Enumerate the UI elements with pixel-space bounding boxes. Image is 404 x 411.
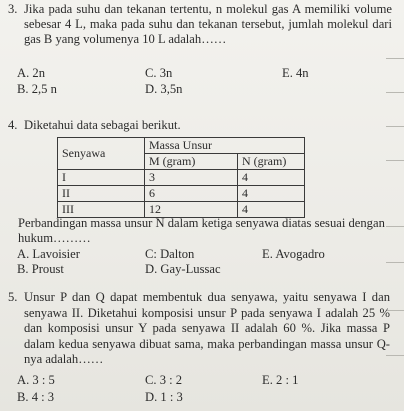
option-d[interactable]: D. 1 : 3 — [145, 390, 183, 404]
table-cell-n: 4 — [238, 170, 305, 186]
option-e[interactable]: E. Avogadro — [262, 247, 325, 261]
question-number: 3. — [8, 2, 18, 16]
header-n: N (gram) — [238, 154, 305, 170]
option-e[interactable]: E. 4n — [282, 66, 309, 80]
option-d[interactable]: D. 3,5n — [145, 82, 183, 96]
question-number: 5. — [8, 290, 18, 304]
option-a[interactable]: A. 3 : 5 — [17, 373, 55, 387]
option-b[interactable]: B. 4 : 3 — [17, 390, 55, 404]
edge-line — [386, 262, 404, 263]
option-b[interactable]: B. 2,5 n — [17, 82, 57, 96]
table-row-name: III — [58, 202, 145, 218]
table-cell-m: 6 — [145, 186, 238, 202]
header-compound: Senyawa — [58, 138, 145, 170]
table-row-name: I — [58, 170, 145, 186]
table-cell-n: 4 — [238, 202, 305, 218]
edge-line — [386, 160, 404, 161]
question-3 — [8, 2, 392, 48]
option-c[interactable]: C: Dalton — [145, 247, 195, 261]
option-a[interactable]: A. 2n — [17, 66, 45, 80]
table-row-name: II — [58, 186, 145, 202]
question-number: 4. — [8, 118, 18, 132]
option-a[interactable]: A. Lavoisier — [17, 247, 80, 261]
header-mass: Massa Unsur — [145, 138, 305, 154]
question-intro: Diketahui data sebagai berikut. — [24, 118, 181, 132]
question-text: Unsur P dan Q dapat membentuk dua senyawa, yaitu senyawa I dan senyawa II. Diketahui komposisi unsur P pada senyawa I adalah 25 % dan komposisi unsur Y pada senyawa II adalah 60 %. Jika massa P dalam kedua senyawa dibuat sama, maka perbandingan massa unsur Q-nya adalah…… — [24, 290, 390, 367]
question-4 — [8, 118, 181, 133]
data-table — [57, 137, 305, 218]
edge-line — [386, 58, 404, 59]
option-b[interactable]: B. Proust — [17, 262, 64, 276]
question-5 — [8, 290, 390, 368]
question-4-prompt: Perbandingan massa unsur N dalam ketiga senyawa diatas sesuai dengan hukum……… — [18, 216, 385, 246]
header-m: M (gram) — [145, 154, 238, 170]
table-cell-m: 12 — [145, 202, 238, 218]
option-c[interactable]: C. 3 : 2 — [145, 373, 183, 387]
edge-line — [386, 92, 404, 93]
edge-line — [386, 126, 404, 127]
option-e[interactable]: E. 2 : 1 — [262, 373, 299, 387]
table-cell-n: 4 — [238, 186, 305, 202]
table-cell-m: 3 — [145, 170, 238, 186]
option-c[interactable]: C. 3n — [145, 66, 173, 80]
option-d[interactable]: D. Gay-Lussac — [145, 262, 221, 276]
edge-line — [386, 226, 404, 227]
question-text: Jika pada suhu dan tekanan tertentu, n molekul gas A memiliki volume sebesar 4 L, maka pada suhu dan tekanan tersebut, jumlah molekul dari gas B yang volumenya 10 L adalah…… — [24, 2, 392, 47]
